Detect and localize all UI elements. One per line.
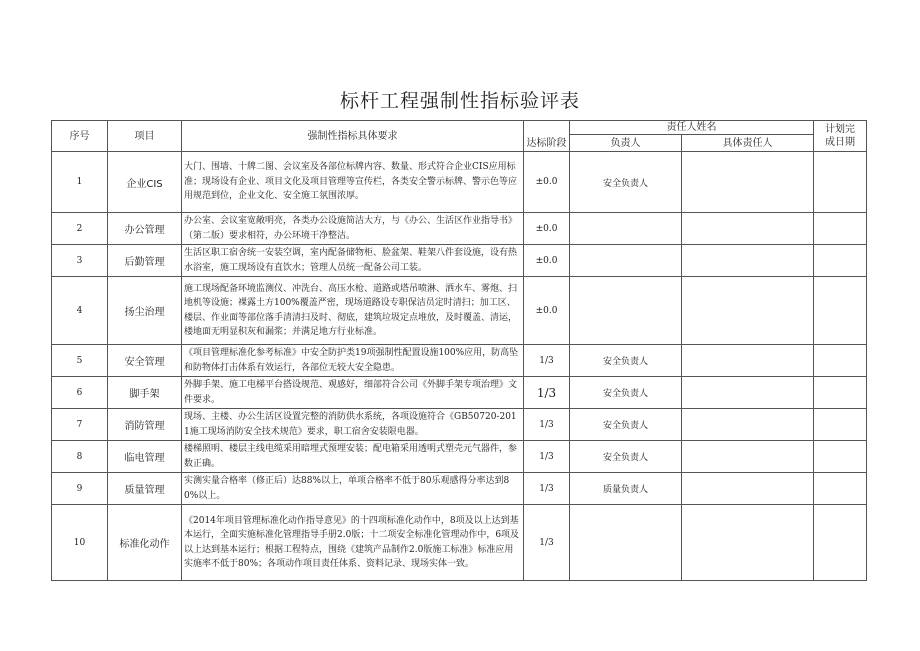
row-plan [814,505,867,581]
row-requirement: 现场、主楼、办公生活区设置完整的消防供水系统，各项设施符合《GB50720-2011施工现场消防安全技术规范》要求，职工宿舍安装限电器。 [182,409,524,441]
row-item: 消防管理 [108,409,182,441]
row-stage: ±0.0 [524,277,570,345]
table-row [52,473,867,505]
row-no: 1 [52,152,108,213]
row-requirement: 实测实量合格率（修正后）达88%以上，单项合格率不低于80乐观感得分率达到80%以上。 [182,473,524,505]
evaluation-table [51,120,867,581]
row-plan [814,152,867,213]
table-row [52,345,867,377]
row-stage: ±0.0 [524,245,570,277]
row-no: 9 [52,473,108,505]
table-row [52,152,867,213]
row-specific-owner [682,441,814,473]
row-requirement: 《项目管理标准化参考标准》中安全防护类19项强制性配置设施100%应用，防高坠和防物体打击体系有效运行，各部位无较大安全隐患。 [182,345,524,377]
row-owner: 安全负责人 [570,409,682,441]
header-plan-line1: 计划完 [825,124,855,135]
row-requirement: 办公室、会议室宽敞明亮，各类办公设施简洁大方，与《办公、生活区作业指导书》（第二版）要求相符，办公环境干净整洁。 [182,213,524,245]
row-specific-owner [682,377,814,409]
row-plan [814,473,867,505]
table-row [52,213,867,245]
row-owner [570,505,682,581]
row-owner: 安全负责人 [570,377,682,409]
row-owner [570,245,682,277]
row-item: 质量管理 [108,473,182,505]
row-owner: 安全负责人 [570,345,682,377]
row-item: 脚手架 [108,377,182,409]
row-requirement: 楼梯照明、楼层主线电缆采用暗埋式预埋安装；配电箱采用透明式塑壳元气器件，参数正确。 [182,441,524,473]
row-no: 10 [52,505,108,581]
row-requirement: 施工现场配备环境监测仪、冲洗台、高压水枪、道路或塔吊喷淋、洒水车、雾炮、扫地机等设施；裸露土方100%覆盖严密，现场道路设专职保洁员定时清扫；加工区、楼层、作业面等部位落手清清扫及时、彻底，建筑垃圾定点堆放，及时覆盖、清运，楼地面无明显积灰和漏浆；并满足地方行业标准。 [182,277,524,345]
table-row [52,277,867,345]
row-owner: 安全负责人 [570,152,682,213]
row-stage: 1/3 [524,409,570,441]
row-item: 后勤管理 [108,245,182,277]
row-item: 办公管理 [108,213,182,245]
header-specific-owner: 具体责任人 [682,135,814,152]
row-stage: 1/3 [524,473,570,505]
row-specific-owner [682,213,814,245]
row-specific-owner [682,152,814,213]
row-stage: ±0.0 [524,152,570,213]
row-no: 7 [52,409,108,441]
row-stage: 1/3 [524,505,570,581]
row-plan [814,377,867,409]
row-owner [570,213,682,245]
header-plan-date [814,121,867,152]
row-specific-owner [682,473,814,505]
row-item: 扬尘治理 [108,277,182,345]
row-no: 4 [52,277,108,345]
row-no: 3 [52,245,108,277]
header-stage: 达标阶段 [524,121,570,152]
row-plan [814,245,867,277]
row-stage: 1/3 [524,377,570,409]
row-no: 6 [52,377,108,409]
row-no: 2 [52,213,108,245]
row-stage: ±0.0 [524,213,570,245]
row-plan [814,345,867,377]
row-item: 标准化动作 [108,505,182,581]
table-row [52,505,867,581]
header-plan-line2: 成日期 [825,137,855,148]
row-item: 安全管理 [108,345,182,377]
row-item: 临电管理 [108,441,182,473]
row-specific-owner [682,409,814,441]
row-owner: 安全负责人 [570,441,682,473]
row-owner [570,277,682,345]
row-requirement: 外脚手架、施工电梯平台搭设规范、观感好，细部符合公司《外脚手架专项治理》文件要求。 [182,377,524,409]
header-owner: 负责人 [570,135,682,152]
row-plan [814,213,867,245]
row-plan [814,409,867,441]
row-stage: 1/3 [524,345,570,377]
table-row [52,377,867,409]
row-plan [814,441,867,473]
table-row [52,409,867,441]
row-specific-owner [682,505,814,581]
row-no: 8 [52,441,108,473]
row-requirement: 大门、围墙、十牌二图、会议室及各部位标牌内容、数量、形式符合企业CIS应用标准；现场设有企业、项目文化及项目管理等宣传栏，各类安全警示标牌、警示色等应用规范到位，企业文化、安全施工氛围浓厚。 [182,152,524,213]
row-specific-owner [682,245,814,277]
table-row [52,441,867,473]
header-no: 序号 [52,121,108,152]
table-row [52,245,867,277]
header-requirement: 强制性指标具体要求 [182,121,524,152]
row-item: 企业CIS [108,152,182,213]
row-owner: 质量负责人 [570,473,682,505]
row-stage: 1/3 [524,441,570,473]
row-no: 5 [52,345,108,377]
row-requirement: 生活区职工宿舍统一安装空调，室内配备储物柜、脸盆架、鞋架八件套设施，设有热水浴室，施工现场设有直饮水；管理人员统一配备公司工装。 [182,245,524,277]
row-specific-owner [682,345,814,377]
row-specific-owner [682,277,814,345]
row-requirement: 《2014年项目管理标准化动作指导意见》的十四项标准化动作中，8项及以上达到基本运行，全面实施标准化管理指导手册2.0版；十二项安全标准化管理动作中，6项及以上达到基本运行；根据工程特点，围绕《建筑产品制作2.0版施工标准》标准应用实施率不低于80%；各项动作项目责任体系、资料记录、现场实体一致。 [182,505,524,581]
page-title: 标杆工程强制性指标验评表 [339,90,580,112]
header-responsible-group: 责任人姓名 [570,121,814,135]
header-item: 项目 [108,121,182,152]
row-plan [814,277,867,345]
